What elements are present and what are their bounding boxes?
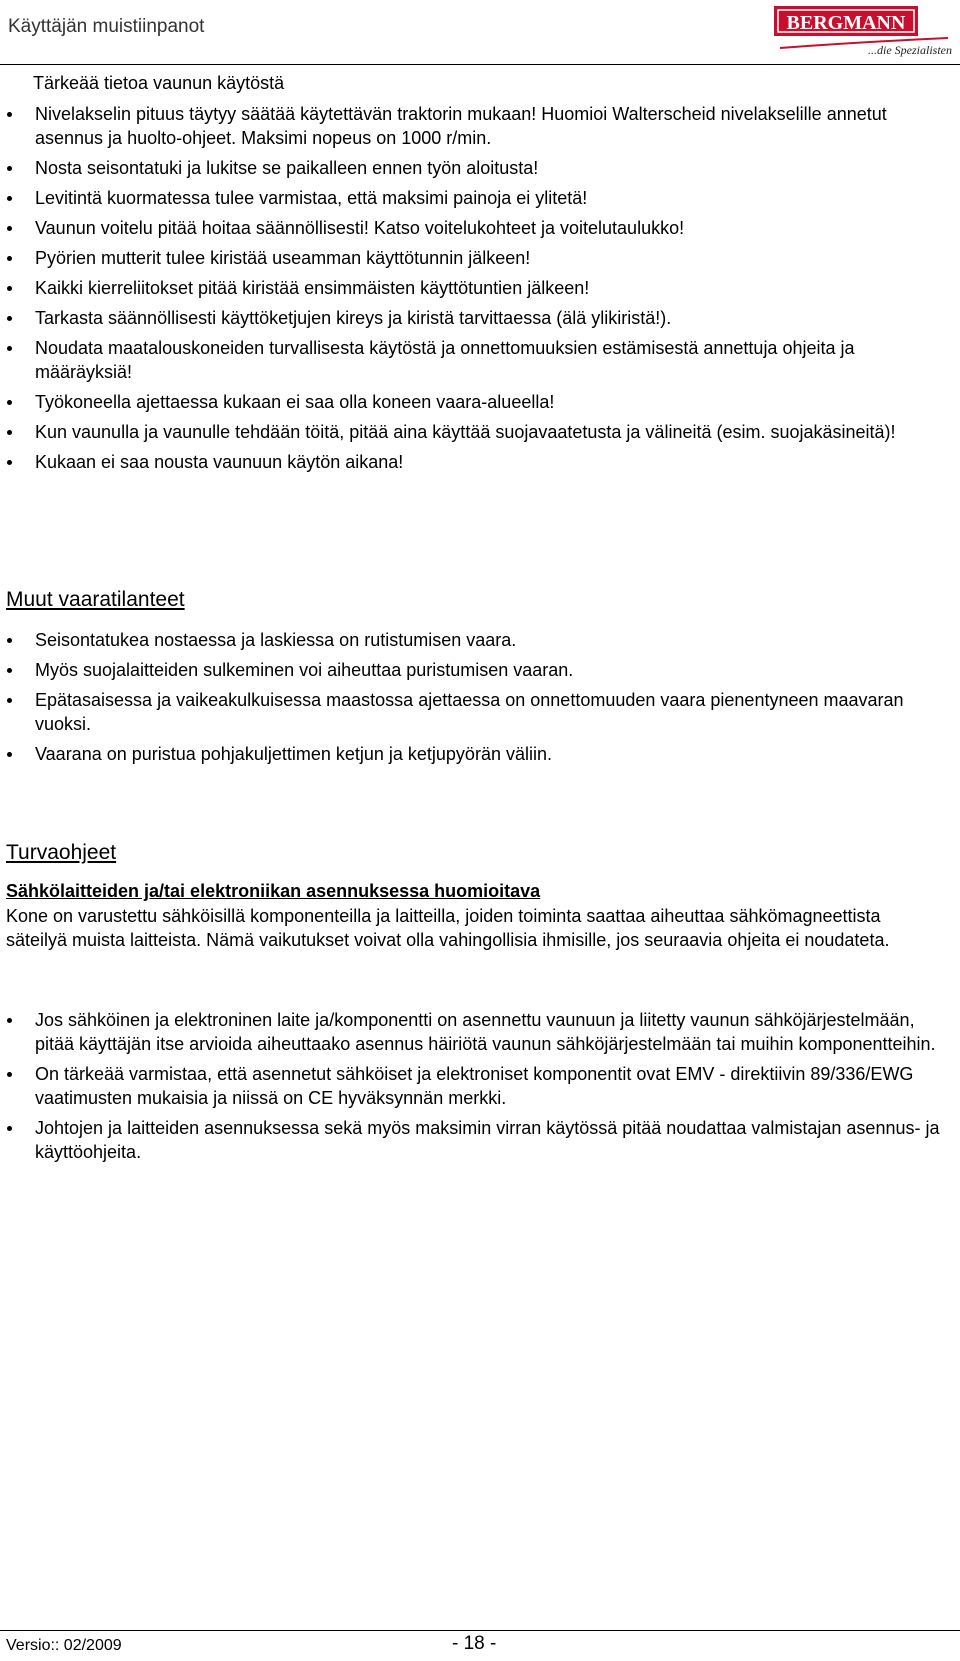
page-header <box>0 0 960 66</box>
list-item: Vaunun voitelu pitää hoitaa säännöllisesti! Katso voitelukohteet ja voitelutaulukko! <box>0 216 960 240</box>
bergmann-logo <box>770 2 958 60</box>
page-number: - 18 - <box>452 1633 497 1654</box>
hazards-heading: Muut vaaratilanteet <box>6 588 185 611</box>
list-item: Epätasaisessa ja vaikeakulkuisessa maastossa ajettaessa on onnettomuuden vaara pienentyneen maavaran vuoksi. <box>0 688 960 736</box>
list-item: Nosta seisontatuki ja lukitse se paikalleen ennen työn aloitusta! <box>0 156 960 180</box>
list-item: Kun vaunulla ja vaunulle tehdään töitä, pitää aina käyttää suojavaatetusta ja välineitä (esim. suojakäsineitä)! <box>0 420 960 444</box>
list-item: Kukaan ei saa nousta vaunuun käytön aikana! <box>0 450 960 474</box>
safety-list <box>0 1008 960 1170</box>
list-item: Seisontatukea nostaessa ja laskiessa on rutistumisen vaara. <box>0 628 960 652</box>
hazards-list <box>0 628 960 772</box>
safety-heading: Turvaohjeet <box>6 841 117 864</box>
list-item: Noudata maatalouskoneiden turvallisesta käytöstä ja onnettomuuksien estämisestä annettuja ohjeita ja määräyksiä! <box>0 336 960 384</box>
list-item: Johtojen ja laitteiden asennuksessa sekä myös maksimin virran käytössä pitää noudattaa valmistajan asennus- ja käyttöohjeita. <box>0 1116 960 1164</box>
list-item: Myös suojalaitteiden sulkeminen voi aiheuttaa puristumisen vaaran. <box>0 658 960 682</box>
footer-rule <box>0 1630 960 1631</box>
svg-text:BERGMANN: BERGMANN <box>786 12 906 34</box>
list-item: Vaarana on puristua pohjakuljettimen ketjun ja ketjupyörän väliin. <box>0 742 960 766</box>
list-item: On tärkeää varmistaa, että asennetut sähköiset ja elektroniset komponentit ovat EMV - direktiivin 89/336/EWG vaatimusten mukaisia ja niissä on CE hyväksynnän merkki. <box>0 1062 960 1110</box>
list-item: Tarkasta säännöllisesti käyttöketjujen kireys ja kiristä tarvittaessa (älä ylikiristä!). <box>0 306 960 330</box>
document-title: Käyttäjän muistiinpanot <box>8 16 205 37</box>
version-label: Versio:: 02/2009 <box>6 1637 122 1654</box>
list-item: Työkoneella ajettaessa kukaan ei saa olla koneen vaara-alueella! <box>0 390 960 414</box>
list-item: Nivelakselin pituus täytyy säätää käytettävän traktorin mukaan! Huomioi Walterscheid nivelakselille annetut asennus ja huolto-ohjeet. Maksimi nopeus on 1000 r/min. <box>0 102 960 150</box>
safety-subheading: Sähkölaitteiden ja/tai elektroniikan asennuksessa huomioitava <box>6 881 541 901</box>
list-item: Kaikki kierreliitokset pitää kiristää ensimmäisten käyttötuntien jälkeen! <box>0 276 960 300</box>
svg-text:...die Spezialisten: ...die Spezialisten <box>868 43 952 57</box>
safety-paragraph: Kone on varustettu sähköisillä komponenteilla ja laitteilla, joiden toiminta saattaa aiheuttaa sähkömagneettista säteilyä muista laitteista. Nämä vaikutukset voivat olla vahingollisia ihmisille, jos seuraavia ohjeita ei noudateta. <box>6 906 890 950</box>
important-title: Tärkeää tietoa vaunun käytöstä <box>33 73 285 93</box>
header-rule <box>0 64 960 65</box>
list-item: Pyörien mutterit tulee kiristää useamman käyttötunnin jälkeen! <box>0 246 960 270</box>
important-list <box>0 102 960 480</box>
list-item: Levitintä kuormatessa tulee varmistaa, että maksimi painoja ei ylitetä! <box>0 186 960 210</box>
list-item: Jos sähköinen ja elektroninen laite ja/komponentti on asennettu vaunuun ja liitetty vaunun sähköjärjestelmään, pitää käyttäjän itse arvioida aiheuttaako asennus häiriötä vaunun sähköjärjestelmään tai muihin komponentteihin. <box>0 1008 960 1056</box>
